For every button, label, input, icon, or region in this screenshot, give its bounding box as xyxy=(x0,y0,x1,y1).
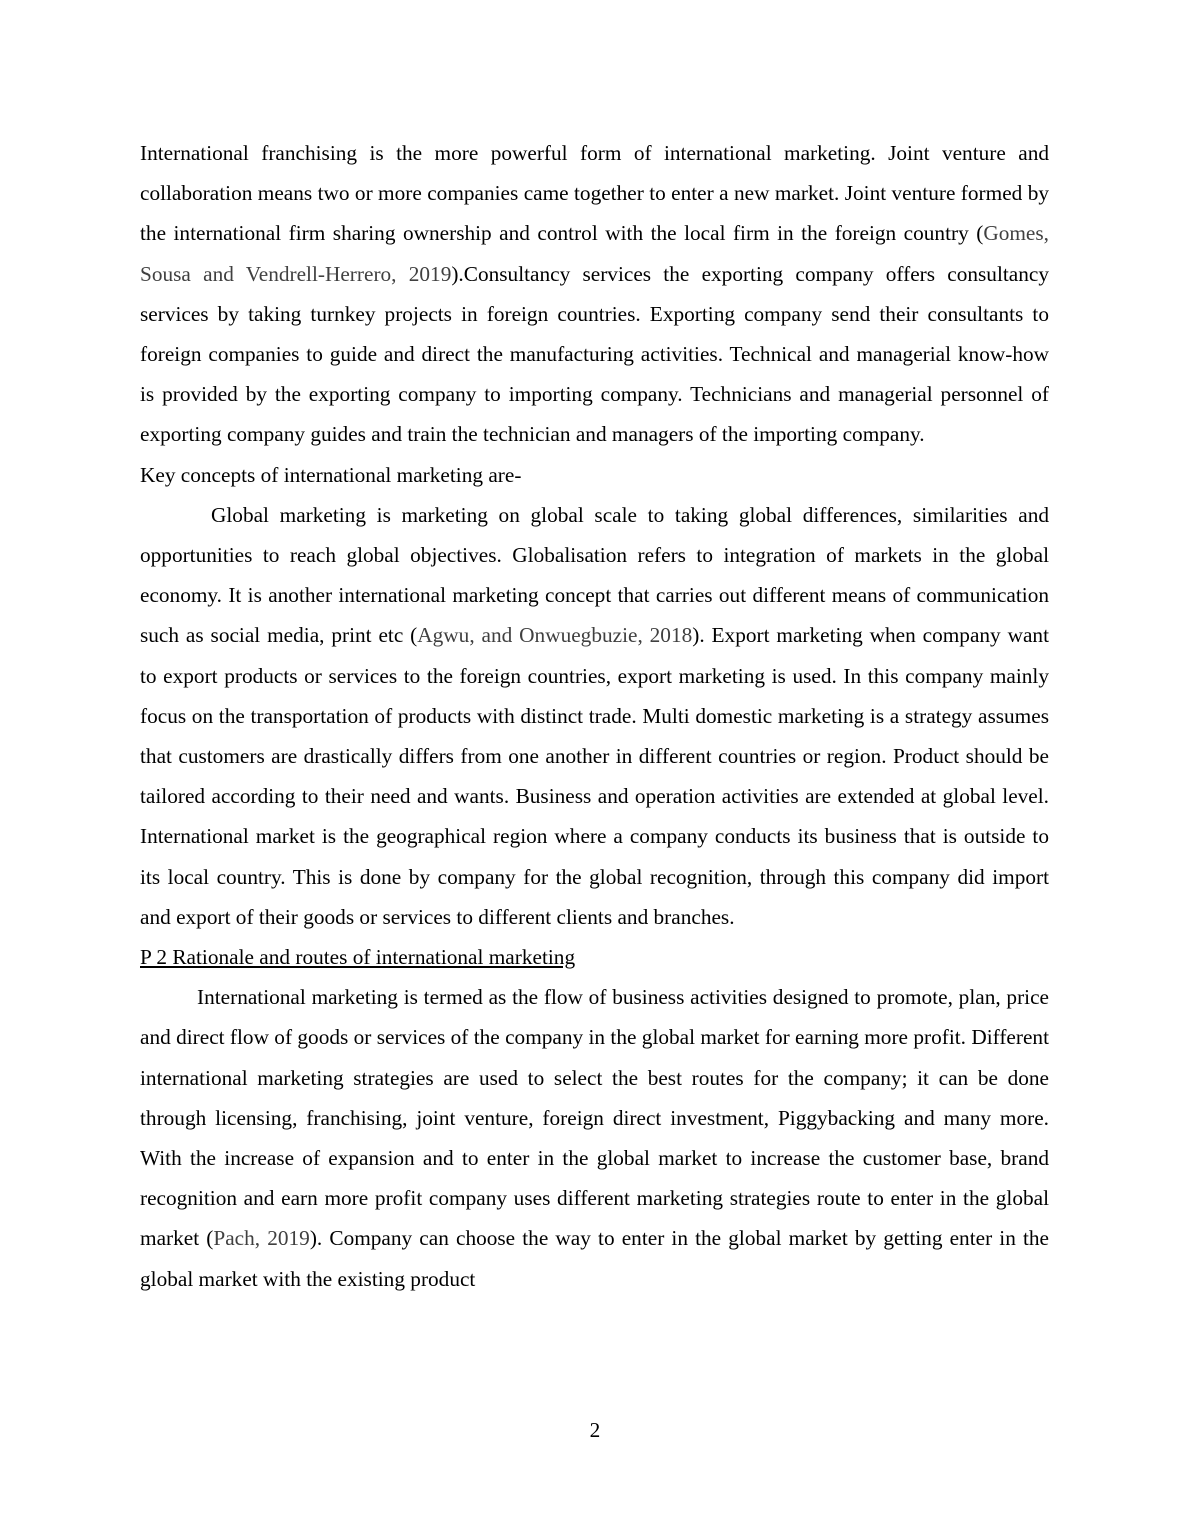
citation: Gomes, Sousa and Vendrell-Herrero, 2019 xyxy=(140,221,1049,286)
citation: Pach, 2019 xyxy=(213,1226,310,1251)
document-body xyxy=(140,133,1049,1299)
key-concepts-intro: Key concepts of international marketing are- xyxy=(140,462,522,487)
citation: Agwu, and Onwuegbuzie, 2018 xyxy=(417,623,693,648)
paragraph-text: ). Company can choose the way to enter in the global market by getting enter in the global market with the existing product xyxy=(140,1226,1050,1291)
paragraph-text: International marketing is termed as the flow of business activities designed to promote, plan, price and direct flow of goods or services of the company in the global market for earning more profit. Different international marketing strategies are used to select the best routes for the company; it can be done through licensing, franchising, joint venture, foreign direct investment, Piggybacking and many more. With the increase of expansion and to enter in the global market to increase the customer base, brand recognition and earn more profit company uses different marketing strategies route to enter in the global market ( xyxy=(140,985,1049,1251)
paragraph-text: International franchising is the more powerful form of international marketing. Joint venture and collaboration means two or more companies came together to enter a new market. Joint venture formed by the international firm sharing ownership and control with the local firm in the foreign country ( xyxy=(140,141,1049,246)
paragraph-rationale xyxy=(140,977,1049,1299)
page-number: 2 xyxy=(589,1418,601,1442)
paragraph-text: Global marketing is marketing on global scale to taking global differences, similarities and opportunities to reach global objectives. Globalisation refers to integration of markets in the global economy. It is another international marketing concept that carries out different means of communication such as social media, print etc ( xyxy=(140,502,1049,648)
paragraph-text: ). Export marketing when company want to export products or services to the foreign countries, export marketing is used. In this company mainly focus on the transportation of products with distinct trade. Multi domestic marketing is a strategy assumes that customers are drastically differs from one another in different countries or region. Product should be tailored according to their need and wants. Business and operation activities are extended at global level. International market is the geographical region where a company conducts its business that is outside to its local country. This is done by company for the global recognition, through this company did import and export of their goods or services to different clients and branches. xyxy=(140,623,1049,929)
paragraph-international-franchising xyxy=(140,133,1049,455)
paragraph-global-marketing xyxy=(140,495,1049,937)
paragraph-text: ).Consultancy services the exporting company offers consultancy services by taking turnkey projects in foreign countries. Exporting company send their consultants to foreign companies to guide and direct the manufacturing activities. Technical and managerial know-how is provided by the exporting company to importing company. Technicians and managerial personnel of exporting company guides and train the technician and managers of the importing company. xyxy=(140,261,1049,447)
section-heading: P 2 Rationale and routes of international marketing xyxy=(140,945,576,970)
